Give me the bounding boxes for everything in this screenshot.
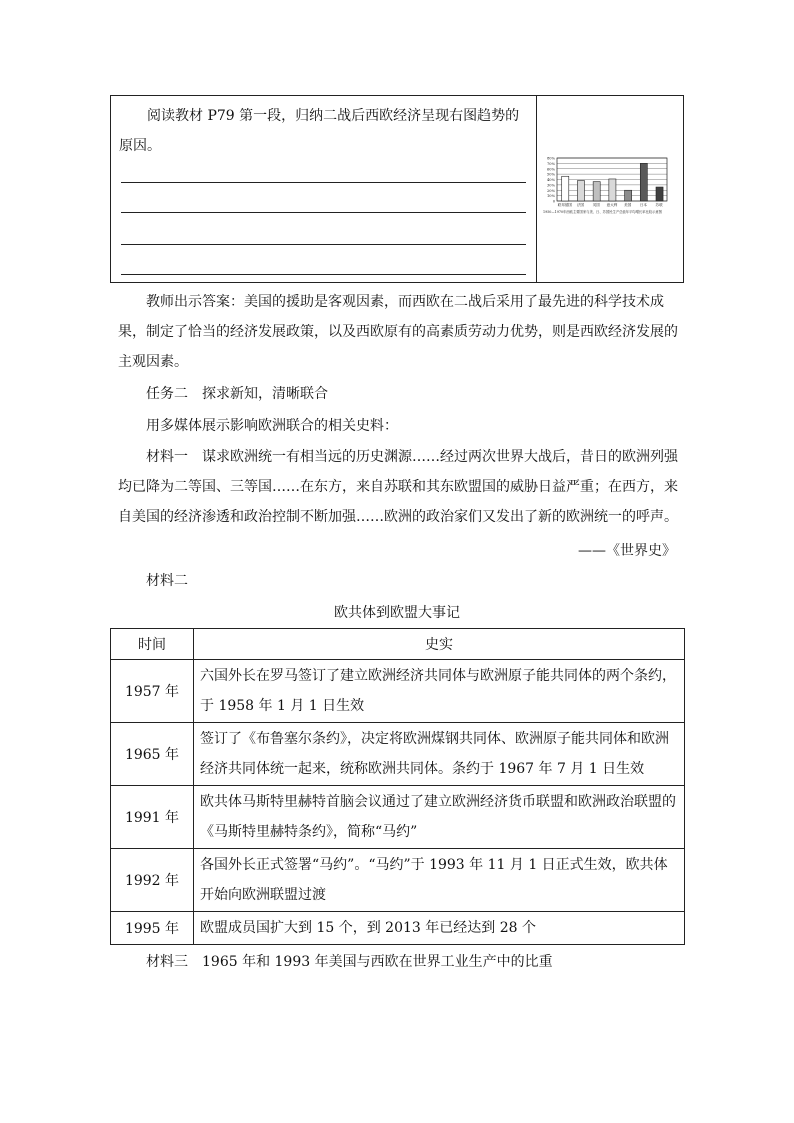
mini-chart-tick-label: 70% bbox=[547, 161, 555, 166]
row-fact: 欧盟成员国扩大到 15 个，到 2013 年已经达到 28 个 bbox=[194, 912, 685, 945]
mini-chart-bar bbox=[656, 187, 663, 201]
mini-chart-tick-label: 0 bbox=[552, 199, 555, 204]
mini-chart-category-label: 英国 bbox=[592, 203, 600, 207]
events-table bbox=[110, 628, 685, 945]
mini-chart-tick-label: 60% bbox=[547, 167, 555, 172]
mini-chart-category-label: 美国 bbox=[624, 203, 632, 207]
row-year: 1957 年 bbox=[111, 660, 194, 723]
row-fact: 各国外长正式签署“马约”。“马约”于 1993 年 11 月 1 日正式生效，欧共体开始向欧洲联盟过渡 bbox=[194, 849, 685, 912]
header-time: 时间 bbox=[111, 629, 194, 660]
material2-label: 材料二 bbox=[146, 573, 188, 589]
row-year: 1992 年 bbox=[111, 849, 194, 912]
growth-rate-mini-chart bbox=[543, 156, 681, 218]
task2-title: 任务二 探求新知，清晰联合 bbox=[146, 386, 328, 402]
mini-chart-tick-label: 80% bbox=[547, 156, 555, 161]
task-box bbox=[110, 95, 684, 283]
mini-chart-tick-label: 40% bbox=[547, 178, 555, 182]
row-fact: 欧共体马斯特里赫特首脑会议通过了建立欧洲经济货币联盟和欧洲政治联盟的《马斯特里赫特条约》，简称“马约” bbox=[194, 786, 685, 849]
mini-chart-bar bbox=[593, 182, 600, 201]
table-row bbox=[111, 849, 685, 912]
row-year: 1991 年 bbox=[111, 786, 194, 849]
mini-chart-tick-label: 30% bbox=[547, 183, 555, 188]
table-row bbox=[111, 660, 685, 723]
mini-chart-bar bbox=[609, 179, 616, 201]
answer-line-3 bbox=[121, 244, 526, 245]
answer-line-4 bbox=[121, 274, 526, 275]
answer-line-1 bbox=[121, 182, 526, 183]
teacher-answer: 教师出示答案：美国的援助是客观因素，而西欧在二战后采用了最先进的科学技术成果，制定了恰当的经济发展政策，以及西欧原有的高素质劳动力优势，则是西欧经济发展的主观因素。 bbox=[118, 294, 678, 370]
mini-chart-bar bbox=[625, 190, 632, 201]
table-title: 欧共体到欧盟大事记 bbox=[334, 605, 460, 621]
row-year: 1965 年 bbox=[111, 723, 194, 786]
answer-line-2 bbox=[121, 212, 526, 213]
mini-chart-bar bbox=[577, 181, 584, 201]
mini-chart-category-label: 法国 bbox=[576, 203, 585, 207]
mini-chart-category-label: 意大利 bbox=[606, 203, 618, 207]
mini-chart-category-label: 联邦德国 bbox=[557, 203, 573, 207]
row-fact: 签订了《布鲁塞尔条约》，决定将欧洲煤钢共同体、欧洲原子能共同体和欧洲经济共同体统一起来，统称欧洲共同体。条约于 1967 年 7 月 1 日生效 bbox=[194, 723, 685, 786]
material1-text: 材料一 谋求欧洲统一有相当远的历史渊源……经过两次世界大战后，昔日的欧洲列强均已降为二等国、三等国……在东方，来自苏联和其东欧盟国的威胁日益严重；在西方，来自美国的经济渗透和政治控制不断加强……欧洲的政治家们又发出了新的欧洲统一的呼声。 bbox=[118, 449, 678, 525]
task-box-divider bbox=[536, 96, 537, 282]
material1-source: ——《世界史》 bbox=[578, 543, 676, 559]
mini-chart-tick-label: 20% bbox=[547, 188, 555, 193]
mini-chart-caption: 1950—1970年西欧主要国家与美、日、苏国民生产总值年平均增长率比较示意图 bbox=[543, 210, 662, 214]
mini-chart-bar bbox=[640, 163, 647, 201]
mini-chart-bar bbox=[562, 176, 569, 201]
table-header-row bbox=[111, 629, 685, 660]
mini-chart-tick-label: 50% bbox=[547, 172, 555, 177]
mini-chart-category-label: 苏联 bbox=[655, 203, 663, 207]
mini-chart-tick-label: 10% bbox=[547, 194, 555, 199]
intro-text: 用多媒体展示影响欧洲联合的相关史料： bbox=[146, 418, 398, 434]
table-row bbox=[111, 786, 685, 849]
task-prompt: 阅读教材 P79 第一段，归纳二战后西欧经济呈现右图趋势的原因。 bbox=[119, 108, 520, 154]
mini-chart-category-label: 日本 bbox=[639, 203, 648, 207]
material3-text: 材料三 1965 年和 1993 年美国与西欧在世界工业生产中的比重 bbox=[146, 954, 553, 970]
table-row bbox=[111, 723, 685, 786]
table-row bbox=[111, 912, 685, 945]
header-fact: 史实 bbox=[194, 629, 685, 660]
row-year: 1995 年 bbox=[111, 912, 194, 945]
row-fact: 六国外长在罗马签订了建立欧洲经济共同体与欧洲原子能共同体的两个条约，于 1958 年 1 月 1 日生效 bbox=[194, 660, 685, 723]
